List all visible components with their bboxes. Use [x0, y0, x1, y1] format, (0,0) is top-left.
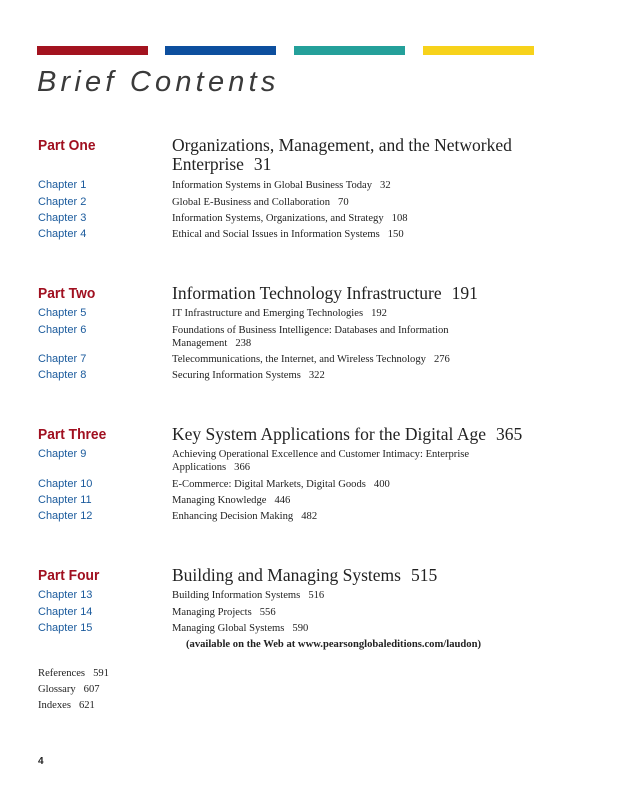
chapter-label: Chapter 5 [38, 307, 87, 319]
part-title: Organizations, Management, and the Networked Enterprise 31 [172, 135, 512, 174]
chapter-title: Securing Information Systems 322 [172, 370, 325, 381]
part-label: Part One [38, 137, 96, 154]
chapter-page-number: 108 [391, 213, 408, 224]
chapter-label: Chapter 8 [38, 369, 87, 381]
chapter-page-number: 590 [292, 623, 309, 634]
chapter-label: Chapter 1 [38, 179, 87, 191]
chapter-page-number: 516 [308, 590, 325, 601]
chapter-title: IT Infrastructure and Emerging Technologies 192 [172, 308, 387, 319]
chapter-label: Chapter 13 [38, 589, 93, 601]
chapter-title: Achieving Operational Excellence and Customer Intimacy: Enterprise Applications 366 [172, 449, 470, 473]
backmatter-page-number: 621 [78, 700, 95, 711]
chapter-page-number: 556 [259, 607, 276, 618]
chapter-title: Managing Global Systems 590 [172, 623, 309, 634]
chapter-page-number: 446 [274, 495, 291, 506]
web-availability-note: (available on the Web at www.pearsonglobaleditions.com/laudon) [186, 639, 481, 650]
chapter-page-number: 322 [308, 370, 325, 381]
backmatter-page-number: 591 [93, 668, 109, 679]
chapter-title: Ethical and Social Issues in Information Systems 150 [172, 229, 404, 240]
color-bar-blue [165, 46, 276, 55]
backmatter-item: Glossary 607 [38, 684, 100, 695]
page-number: 4 [38, 756, 44, 767]
chapter-page-number: 192 [371, 308, 387, 319]
chapter-page-number: 32 [380, 180, 391, 191]
chapter-label: Chapter 6 [38, 324, 87, 336]
chapter-label: Chapter 9 [38, 448, 87, 460]
backmatter-item: Indexes 621 [38, 700, 95, 711]
chapter-title: Foundations of Business Intelligence: Databases and Information Management 238 [172, 325, 449, 349]
chapter-label: Chapter 3 [38, 212, 87, 224]
chapter-label: Chapter 14 [38, 606, 93, 618]
chapter-label: Chapter 10 [38, 478, 93, 490]
part-page-number: 365 [495, 424, 523, 444]
part-title: Information Technology Infrastructure 191 [172, 283, 478, 303]
backmatter-page-number: 607 [83, 684, 100, 695]
page-title: Brief Contents [37, 66, 280, 98]
part-label: Part Three [38, 426, 107, 443]
chapter-title: E-Commerce: Digital Markets, Digital Goods 400 [172, 479, 390, 490]
chapter-title: Information Systems, Organizations, and Strategy 108 [172, 213, 408, 224]
chapter-label: Chapter 2 [38, 196, 87, 208]
chapter-page-number: 276 [433, 354, 450, 365]
chapter-title: Managing Projects 556 [172, 607, 276, 618]
color-bar-red [37, 46, 148, 55]
color-bar-yellow [423, 46, 534, 55]
color-bar-teal [294, 46, 405, 55]
chapter-page-number: 400 [373, 479, 390, 490]
chapter-label: Chapter 12 [38, 510, 93, 522]
chapter-page-number: 70 [338, 197, 349, 208]
chapter-title: Telecommunications, the Internet, and Wireless Technology 276 [172, 354, 450, 365]
chapter-title: Building Information Systems 516 [172, 590, 325, 601]
chapter-title: Information Systems in Global Business Today 32 [172, 180, 391, 191]
part-page-number: 31 [253, 154, 272, 174]
part-label: Part Two [38, 285, 96, 302]
chapter-label: Chapter 4 [38, 228, 87, 240]
part-title: Building and Managing Systems 515 [172, 565, 438, 585]
chapter-page-number: 238 [235, 338, 252, 349]
chapter-title: Global E-Business and Collaboration 70 [172, 197, 349, 208]
chapter-label: Chapter 11 [38, 494, 92, 506]
part-title: Key System Applications for the Digital Age 365 [172, 424, 523, 444]
chapter-page-number: 150 [387, 229, 404, 240]
chapter-label: Chapter 7 [38, 353, 87, 365]
part-label: Part Four [38, 567, 100, 584]
chapter-title: Enhancing Decision Making 482 [172, 511, 318, 522]
backmatter-item: References 591 [38, 668, 109, 679]
chapter-page-number: 366 [234, 462, 251, 473]
chapter-label: Chapter 15 [38, 622, 93, 634]
chapter-title: Managing Knowledge 446 [172, 495, 291, 506]
chapter-page-number: 482 [301, 511, 318, 522]
part-page-number: 191 [451, 283, 478, 303]
part-page-number: 515 [410, 565, 438, 585]
